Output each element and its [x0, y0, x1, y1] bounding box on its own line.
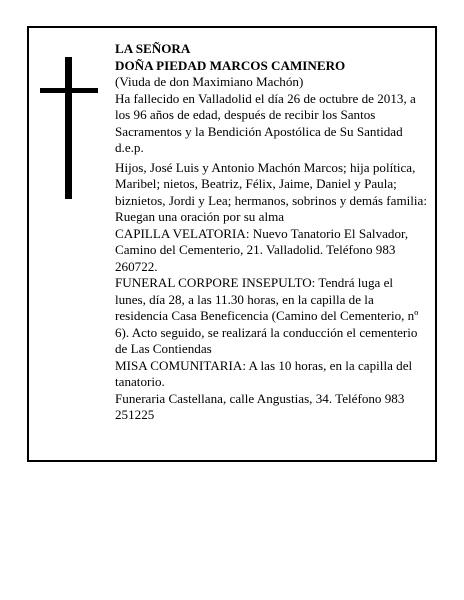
dep-text: d.e.p. [115, 140, 144, 155]
prayer-request: Ruegan una oración por su alma [115, 209, 285, 224]
obituary-text [115, 41, 427, 424]
notice-title: LA SEÑORA [115, 41, 191, 56]
funeral-home-info: Funeraria Castellana, calle Angustias, 34. Teléfono 983 251225 [115, 390, 405, 422]
mass-info: MISA COMUNITARIA: A las 10 horas, en la capilla del tanatorio. [115, 357, 413, 389]
deceased-name: DOÑA PIEDAD MARCOS CAMINERO [115, 57, 346, 73]
chapel-info: CAPILLA VELATORIA: Nuevo Tanatorio El Salvador, Camino del Cementerio, 21. Valladolid. Teléfono 983 260722. [115, 225, 409, 274]
cross-horizontal-bar [40, 88, 98, 93]
cross-icon [40, 57, 98, 199]
cross-vertical-bar [65, 57, 72, 199]
death-announcement: Ha fallecido en Valladolid el día 26 de octubre de 2013, a los 96 años de edad, después de recibir los Santos Sacramentos y la Bendición Apostólica de Su Santidad [115, 90, 416, 139]
obituary-notice [27, 26, 437, 462]
funeral-info: FUNERAL CORPORE INSEPULTO: Tendrá luga el lunes, día 28, a las 11.30 horas, en la capilla de la residencia Casa Beneficencia (Camino del Cementerio, nº 6). Acto seguido, se realizará la conducción el cementerio de Las Contiendas [115, 275, 419, 356]
widow-of: (Viuda de don Maximiano Machón) [115, 74, 304, 89]
family-list: Hijos, José Luis y Antonio Machón Marcos; hija política, Maribel; nietos, Beatriz, Félix, Jaime, Daniel y Paula; biznietos, Jordi y Lea; hermanos, sobrinos y demás familia: [115, 159, 427, 208]
